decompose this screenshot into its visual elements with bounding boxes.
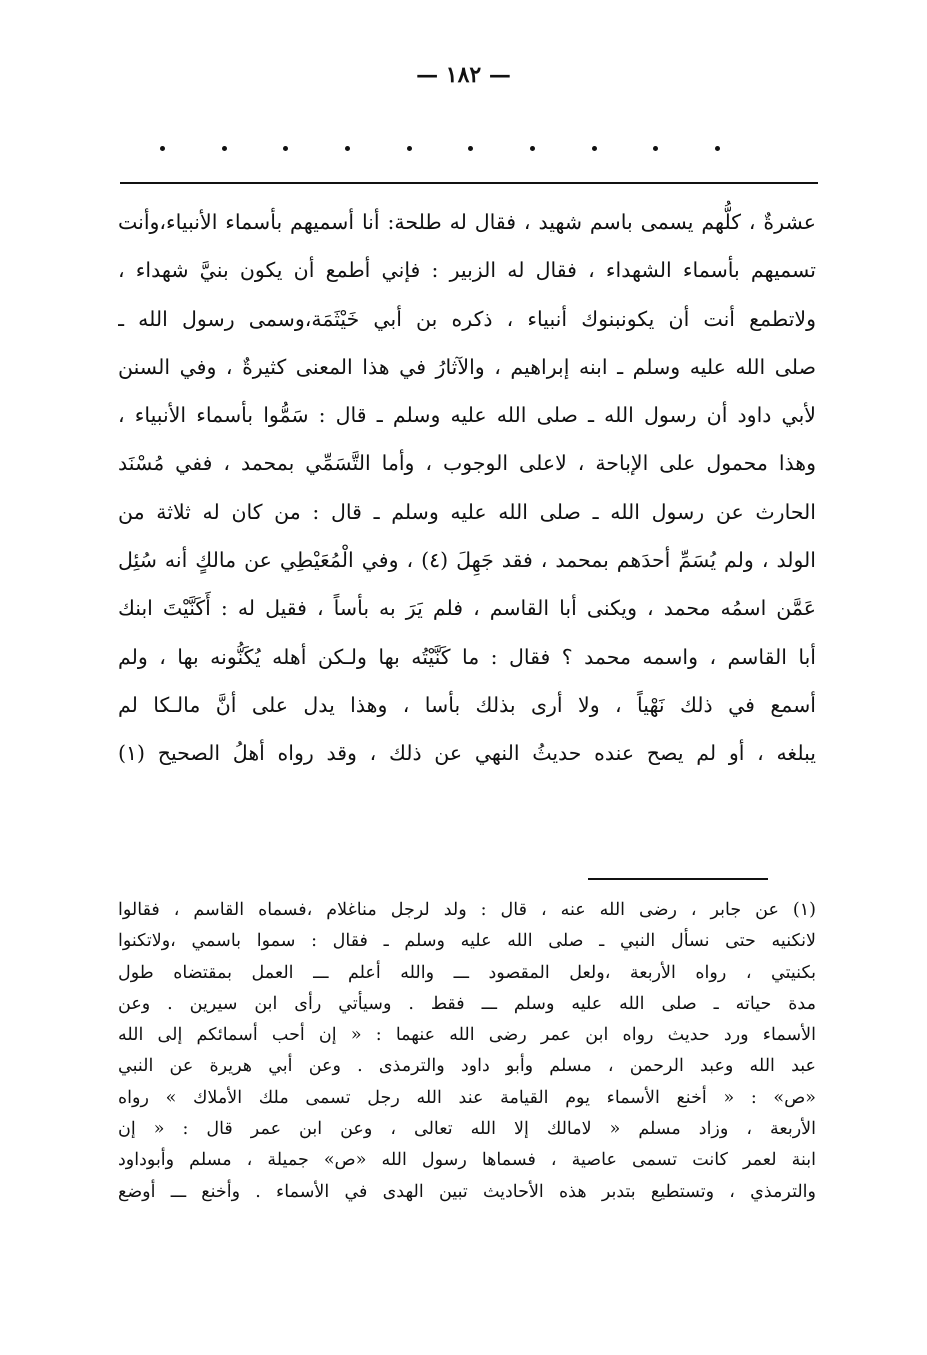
footnote-line: «ص» : « أخنع الأسماء يوم القيامة عند الله رجل تسمى ملك الأملاك » رواه	[118, 1087, 816, 1108]
ornament-dot	[592, 146, 597, 151]
footnote-line: الأربعة ، وزاد مسلم « لامالك إلا الله تعالى ، وعن ابن عمر قال : « إن	[118, 1119, 816, 1140]
footnote-line: (١) عن جابر ، رضى الله عنه ، قال : ولد لرجل مناغلام ،فسماه القاسم ، فقالوا	[118, 900, 816, 920]
text-line: صلى الله عليه وسلم ـ ابنه إبراهيم ، والآثارُ في هذا المعنى كثيرةٌ ، وفي السنن	[118, 354, 816, 379]
footnote-line: عبد الله وعبد الرحمن ، مسلم وأبو داود والترمذى . وعن أبي هريرة عن النبي	[118, 1056, 816, 1077]
footnote-line: والترمذي ، وتستطيع بتدبر هذه الأحاديث تبين الهدى في الأسماء . وأخنع ـــ أوضع	[118, 1181, 816, 1202]
footnote-line: بكنيتي ، رواه الأربعة ،ولعل المقصود ـــ والله أعلم ـــ العمل بمقتضاه طول	[118, 962, 816, 983]
footnote-block	[118, 895, 816, 1208]
main-text-block	[118, 198, 816, 778]
footnote-line: لانكنيه حتى نسأل النبي ـ صلى الله عليه وسلم ـ فقال : سموا باسمي ،ولاتكنوا	[118, 931, 816, 952]
text-line: الولد ، ولم يُسَمِّ أحدَهم بمحمد ، فقد جَهِلَ (٤) ، وفي الْمُعَيْطِي عن مالكٍ أنه سُئِل	[118, 548, 816, 573]
ornament-dot	[653, 146, 658, 151]
page-number: — ١٨٢ —	[416, 62, 511, 88]
text-line: ولاتطمع أنت أن يكونبنوك أنبياء ، ذكره بن أبي خَيْثَمَة،وسمى رسول الله ـ	[118, 306, 816, 331]
ornament-dot	[283, 146, 288, 151]
ornament-dot	[530, 146, 535, 151]
footnote-line: ابنة لعمر كانت تسمى عاصية ، فسماها رسول الله «ص» جميلة ، مسلم وأبوداود	[118, 1150, 816, 1171]
text-line: أبا القاسم ، واسمه محمد ؟ فقال : ما كَنَّيْتُه بها ولـكن أهله يُكَنُّونه بها ، ولم	[118, 644, 816, 669]
ornament-dot	[222, 146, 227, 151]
text-line: تسميهم بأسماء الشهداء ، فقال له الزبير : فإني أطمع أن يكون بنيَّ شهداء ،	[118, 258, 816, 283]
top-rule	[120, 182, 818, 184]
text-line: عَمَّن اسمُه محمد ، ويكنى أبا القاسم ، فلم يَرَ به بأساً ، فقيل له : أَكَنَّيْتَ ابنك	[118, 596, 816, 621]
text-line: عشرةٌ ، كلُّهم يسمى باسم شهيد ، فقال له طلحة: أنا أسميهم بأسماء الأنبياء،وأنت	[118, 210, 816, 234]
footnote-separator	[588, 878, 768, 880]
text-line: لأبي داود أن رسول الله ـ صلى الله عليه وسلم ـ قال : سَمُّوا بأسماء الأنبياء ،	[118, 403, 816, 428]
footnote-line: مدة حياته ـ صلى الله عليه وسلم ـــ فقط . وسيأتي رأى ابن سيرين . وعن	[118, 993, 816, 1014]
text-line: يبلغه ، أو لم يصح عنده حديثُ النهي عن ذلك ، وقد رواه أهلُ الصحيح (١)	[118, 741, 816, 766]
ornament-dot	[160, 146, 165, 151]
text-line: وهذا محمول على الإباحة ، لاعلى الوجوب ، وأما التَّسَمِّي بمحمد ، ففي مُسْنَد	[118, 451, 816, 476]
ornament-dot-row	[160, 146, 720, 151]
ornament-dot	[407, 146, 412, 151]
text-line: أسمع في ذلك نَهْياً ، ولا أرى بذلك بأسا ، وهذا يدل على أنَّ مالـكا لم	[118, 692, 816, 717]
ornament-dot	[715, 146, 720, 151]
text-line: الحارث عن رسول الله ـ صلى الله عليه وسلم ـ قال : من كان له ثلاثة من	[118, 499, 816, 524]
ornament-dot	[345, 146, 350, 151]
footnote-line: الأسماء ورد حديث رواه ابن عمر رضى الله عنهما : « إن أحب أسمائكم إلى الله	[118, 1025, 816, 1046]
ornament-dot	[468, 146, 473, 151]
